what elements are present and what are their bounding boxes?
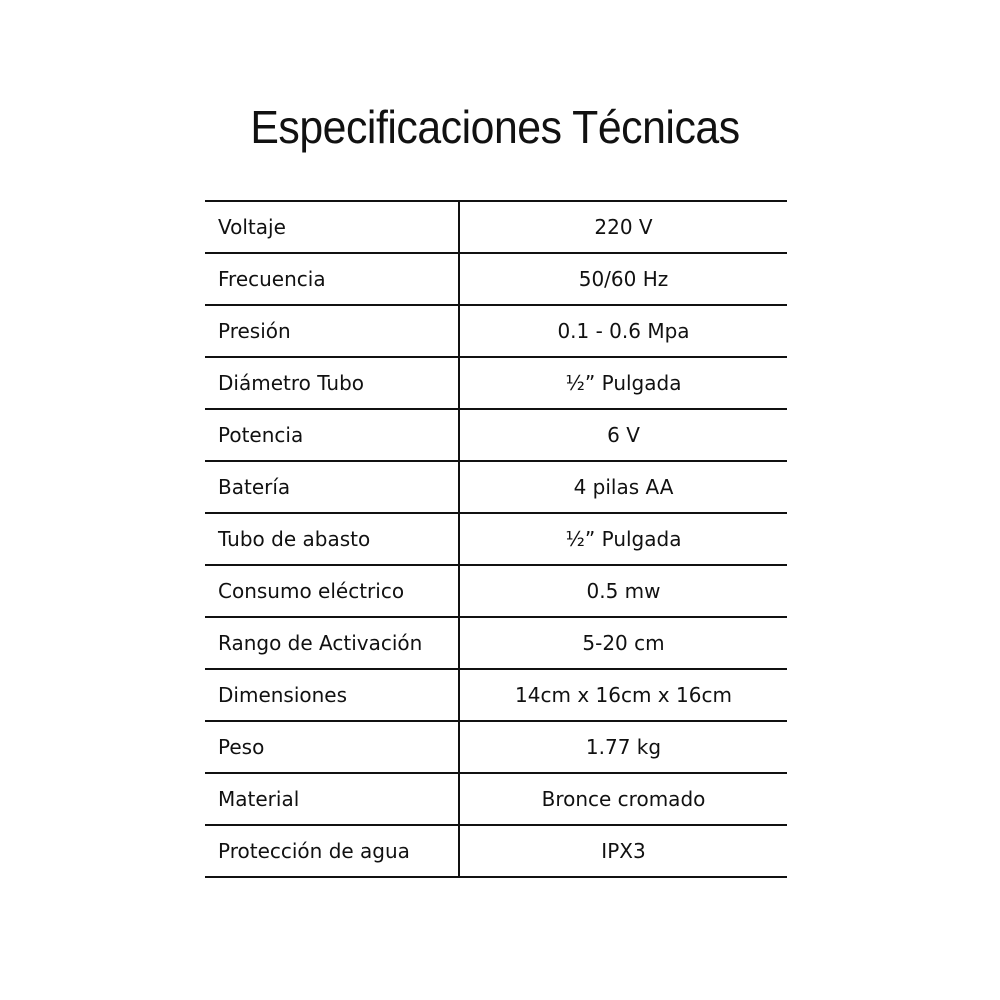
spec-value: ½” Pulgada bbox=[459, 357, 787, 409]
table-row bbox=[205, 513, 787, 565]
spec-value: 1.77 kg bbox=[459, 721, 787, 773]
spec-value: 5-20 cm bbox=[459, 617, 787, 669]
table-row bbox=[205, 357, 787, 409]
table-row bbox=[205, 773, 787, 825]
table-row bbox=[205, 253, 787, 305]
spec-value: 14cm x 16cm x 16cm bbox=[459, 669, 787, 721]
spec-label: Rango de Activación bbox=[205, 617, 459, 669]
page-title: Especificaciones Técnicas bbox=[250, 101, 740, 153]
spec-label: Consumo eléctrico bbox=[205, 565, 459, 617]
spec-value: 0.1 - 0.6 Mpa bbox=[459, 305, 787, 357]
spec-value: IPX3 bbox=[459, 825, 787, 877]
spec-value: 0.5 mw bbox=[459, 565, 787, 617]
spec-label: Batería bbox=[205, 461, 459, 513]
table-row bbox=[205, 565, 787, 617]
spec-value: ½” Pulgada bbox=[459, 513, 787, 565]
table-row bbox=[205, 201, 787, 253]
spec-value: 220 V bbox=[459, 201, 787, 253]
spec-value: Bronce cromado bbox=[459, 773, 787, 825]
table-row bbox=[205, 461, 787, 513]
spec-label: Potencia bbox=[205, 409, 459, 461]
spec-label: Protección de agua bbox=[205, 825, 459, 877]
spec-label: Peso bbox=[205, 721, 459, 773]
spec-label: Presión bbox=[205, 305, 459, 357]
spec-label: Material bbox=[205, 773, 459, 825]
table-row bbox=[205, 617, 787, 669]
table-row bbox=[205, 721, 787, 773]
spec-label: Dimensiones bbox=[205, 669, 459, 721]
spec-value: 4 pilas AA bbox=[459, 461, 787, 513]
spec-value: 50/60 Hz bbox=[459, 253, 787, 305]
spec-label: Voltaje bbox=[205, 201, 459, 253]
spec-label: Diámetro Tubo bbox=[205, 357, 459, 409]
spec-label: Tubo de abasto bbox=[205, 513, 459, 565]
spec-label: Frecuencia bbox=[205, 253, 459, 305]
spec-value: 6 V bbox=[459, 409, 787, 461]
spec-table bbox=[205, 200, 787, 878]
table-row bbox=[205, 825, 787, 877]
table-row bbox=[205, 409, 787, 461]
table-row bbox=[205, 669, 787, 721]
table-row bbox=[205, 305, 787, 357]
